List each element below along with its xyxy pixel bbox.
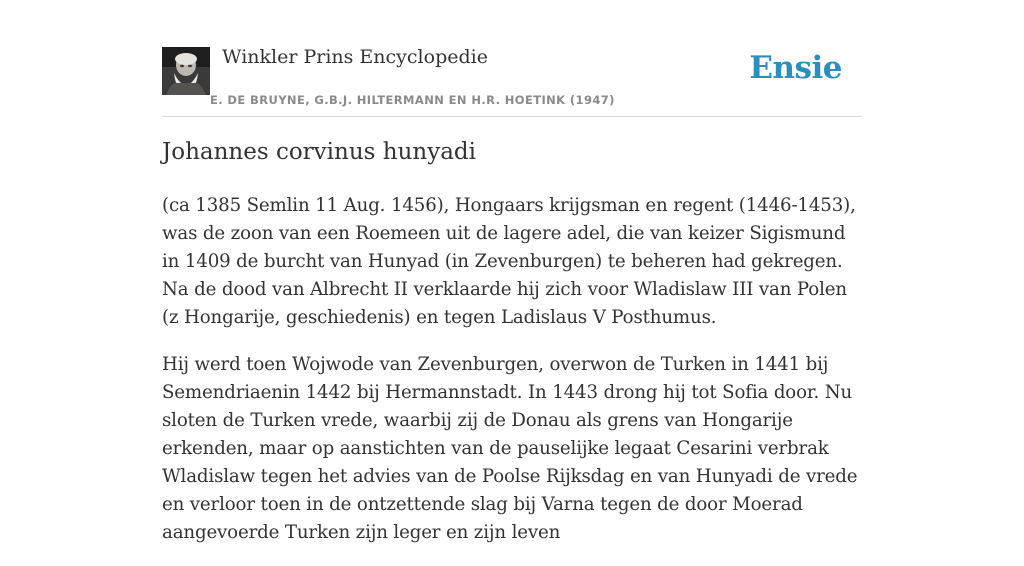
- article-title: Johannes corvinus hunyadi: [162, 139, 476, 165]
- author-avatar[interactable]: [162, 47, 210, 95]
- ensie-logo[interactable]: Ensie: [749, 50, 842, 86]
- source-title[interactable]: Winkler Prins Encyclopedie: [222, 46, 488, 68]
- source-header: [162, 45, 862, 117]
- article-body: [162, 192, 862, 566]
- portrait-icon: [162, 47, 210, 95]
- page: [162, 0, 862, 543]
- source-authors: E. DE BRUYNE, G.B.J. HILTERMANN EN H.R. HOETINK (1947): [210, 93, 615, 107]
- article-paragraph: (ca 1385 Semlin 11 Aug. 1456), Hongaars krijgsman en regent (1446-1453), was de zoon van een Roemeen uit de lagere adel, die van keizer Sigismund in 1409 de burcht van Hunyad (in Zevenburgen) te beheren had gekregen. Na de dood van Albrecht II verklaarde hij zich voor Wladislaw III van Polen (z Hongarije, geschiedenis) en tegen Ladislaus V Posthumus.: [162, 195, 856, 328]
- article-paragraph: Hij werd toen Wojwode van Zevenburgen, overwon de Turken in 1441 bij Semendriaenin 1442 bij Hermannstadt. In 1443 drong hij tot Sofia door. Nu sloten de Turken vrede, waarbij zij de Donau als grens van Hongarije erkenden, maar op aanstichten van de pauselijke legaat Cesarini verbrak Wladislaw tegen het advies van de Poolse Rijksdag en van Hunyadi de vrede en verloor toen in de ontzettende slag bij Varna tegen de door Moerad aangevoerde Turken zijn leger en zijn leven: [162, 354, 858, 543]
